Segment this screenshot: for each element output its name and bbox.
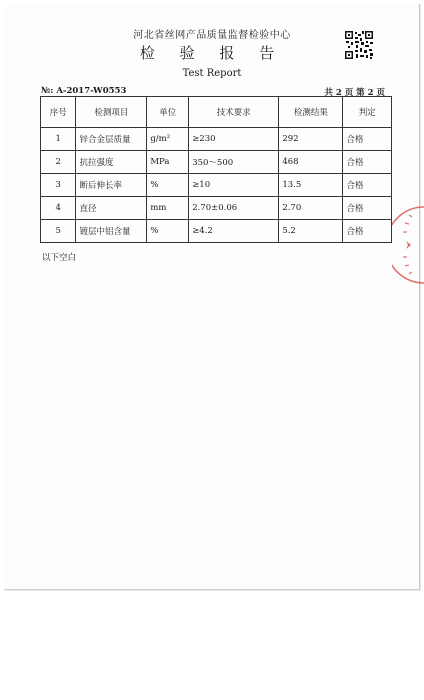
row-result: 292 (279, 128, 343, 151)
row-item: 直径 (76, 197, 147, 220)
row-unit: g/m² (147, 128, 189, 151)
table-header-row (41, 97, 392, 128)
table-row (41, 128, 392, 151)
table-row (41, 151, 392, 174)
row-item: 锌合金层质量 (76, 128, 147, 151)
table-row (41, 174, 392, 197)
official-seal-icon (392, 205, 424, 285)
row-unit: mm (147, 197, 189, 220)
row-verdict: 合格 (343, 197, 392, 220)
report-number: №: A-2017-W0553 (41, 86, 127, 96)
blank-below-note: 以下空白 (42, 253, 77, 263)
row-result: 468 (279, 151, 343, 174)
row-no: 4 (41, 197, 76, 220)
table-row (41, 220, 392, 243)
table-row (41, 197, 392, 220)
qr-code-icon (344, 30, 374, 60)
row-requirement: ≥4.2 (189, 220, 279, 243)
report-title: 检 验 报 告 (139, 44, 285, 62)
row-item: 断后伸长率 (76, 174, 147, 197)
row-result: 13.5 (279, 174, 343, 197)
page-indicator: 共 2 页 第 2 页 (324, 88, 385, 98)
header-verdict: 判定 (343, 97, 392, 128)
header-requirement: 技术要求 (189, 97, 279, 128)
row-unit: % (147, 220, 189, 243)
row-verdict: 合格 (343, 220, 392, 243)
header-item: 检测项目 (76, 97, 147, 128)
row-item: 抗拉强度 (76, 151, 147, 174)
header-unit: 单位 (147, 97, 189, 128)
row-requirement: 350～500 (189, 151, 279, 174)
header-no: 序号 (41, 97, 76, 128)
row-verdict: 合格 (343, 174, 392, 197)
header-result: 检测结果 (279, 97, 343, 128)
row-verdict: 合格 (343, 128, 392, 151)
row-unit: MPa (147, 151, 189, 174)
org-name: 河北省丝网产品质量监督检验中心 (133, 30, 291, 41)
row-result: 2.70 (279, 197, 343, 220)
row-no: 2 (41, 151, 76, 174)
row-verdict: 合格 (343, 151, 392, 174)
row-no: 3 (41, 174, 76, 197)
report-subtitle: Test Report (182, 68, 242, 79)
row-result: 5.2 (279, 220, 343, 243)
row-no: 1 (41, 128, 76, 151)
row-unit: % (147, 174, 189, 197)
row-requirement: ≥230 (189, 128, 279, 151)
row-requirement: 2.70±0.06 (189, 197, 279, 220)
results-table (40, 96, 392, 243)
row-item: 镀层中铝含量 (76, 220, 147, 243)
row-no: 5 (41, 220, 76, 243)
row-requirement: ≥10 (189, 174, 279, 197)
